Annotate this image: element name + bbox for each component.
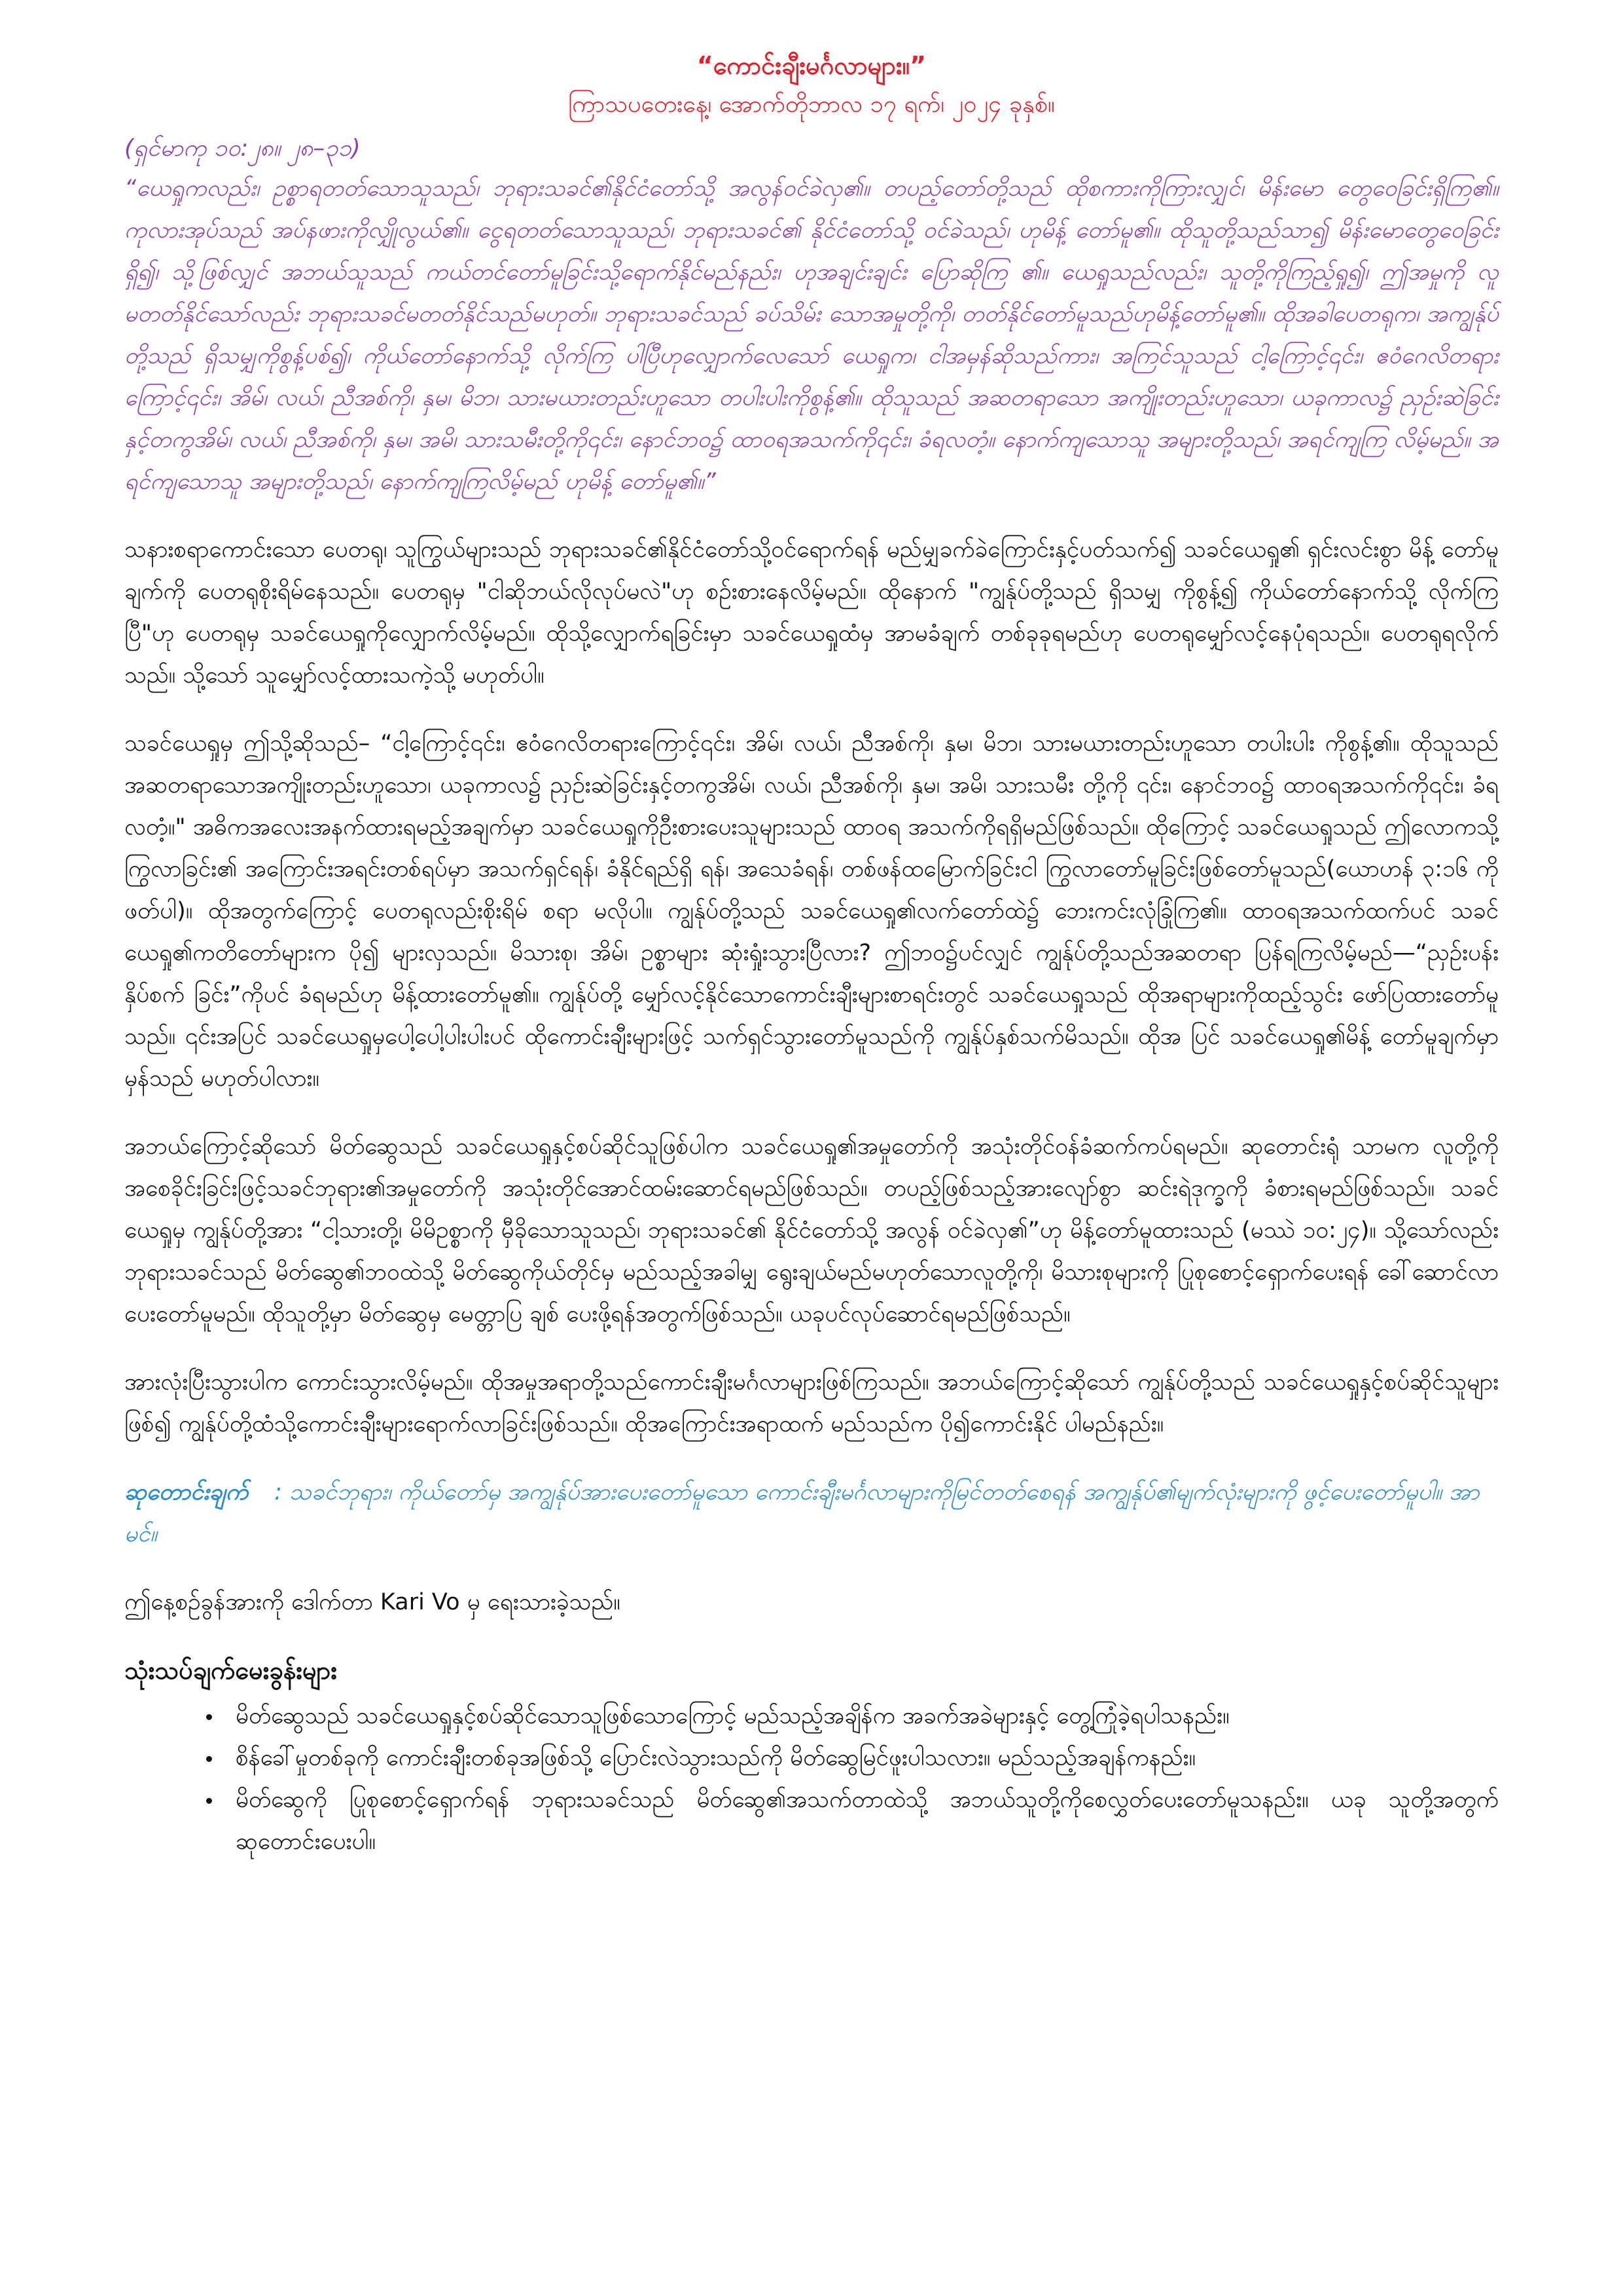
devotional-page — [124, 46, 1499, 1863]
question-item: • မိတ်ဆွေကို ပြုစုစောင့်ရှောက်ရန် ဘုရားသခင်သည် မိတ်ဆွေ၏အသက်တာထဲသို့ အဘယ်သူတို့ကိုစေလွှတ်ပေးတော်မူသနည်း။ ယခု သူတို့အတွက် ဆုတောင်းပေးပါ။ — [223, 1779, 1499, 1863]
scripture-reference: (ရှင်မာကု ၁၀:၂၈။ ၂၈–၃၁) — [124, 135, 361, 162]
author-credit: ဤနေ့စဉ်ခွန်အားကို ဒေါက်တာ Kari Vo မှ ရေးသားခဲ့သည်။ — [124, 1589, 620, 1615]
question-item: • စိန်ခေါ်မှုတစ်ခုကို ကောင်းချီးတစ်ခုအဖြစ်သို့ ပြောင်းလဲသွားသည်ကို မိတ်ဆွေမြင်ဖူးပါသလား။ မည်သည့်အချန်ကနည်း။ — [223, 1737, 1499, 1779]
questions-title: သုံးသပ်ချက်မေးခွန်းများ — [124, 1656, 338, 1685]
prayer-label: ဆုတောင်းချက် — [124, 1479, 249, 1505]
scripture-text: “ယေရှုကလည်း၊ ဥစ္စာရတတ်သောသူသည်၊ ဘုရားသခင်၏နိုင်ငံတော်သို့ အလွန်ဝင်ခဲလှ၏။ တပည့်တော်တို့သည် ထိုစကားကိုကြားလျှင်၊ မိန်းမော တွေဝေခြင်းရှိကြ၏။ ကုလားအုပ်သည် အပ်နဖားကိုလျှိုလွယ်၏။ ငွေရတတ်သောသူသည်၊ ဘုရားသခင်၏ နိုင်ငံတော်သို့ ဝင်ခဲသည်၊ ဟုမိန့် တော်မူ၏။ ထိုသူတို့သည်သာ၍ မိန်းမောတွေဝေခြင်းရှိ၍၊ သို့ဖြစ်လျှင် အဘယ်သူသည် ကယ်တင်တော်မူခြင်းသို့ရောက်နိုင်မည်နည်း၊ ဟုအချင်းချင်း ပြောဆိုကြ ၏။ ယေရှုသည်လည်း၊ သူတို့ကိုကြည့်ရှု၍၊ ဤအမှုကို လူမတတ်နိုင်သော်လည်း ဘုရားသခင်မတတ်နိုင်သည်မဟုတ်။ ဘုရားသခင်သည် ခပ်သိမ်း သောအမှုတို့ကို၊ တတ်နိုင်တော်မူသည်ဟုမိန့်တော်မူ၏။ ထိုအခါပေတရုက၊ အကျွန်ုပ်တို့သည် ရှိသမျှကိုစွန့်ပစ်၍၊ ကိုယ်တော်နောက်သို့ လိုက်ကြ ပါပြီဟုလျှောက်လေသော် ယေရှုက၊ ငါအမှန်ဆိုသည်ကား၊ အကြင်သူသည် ငါ့ကြောင့်၎င်း၊ ဧဝံဂေလိတရားကြောင့်၎င်း၊ အိမ်၊ လယ်၊ ညီအစ်ကို၊ နှမ၊ မိဘ၊ သားမယားတည်းဟူသော တပါးပါးကိုစွန့်၏။ ထိုသူသည် အဆတရာသော အကျိုးတည်းဟူသော၊ ယခုကာလ၌ ညှဉ်းဆဲခြင်းနှင့်တကွအိမ်၊ လယ်၊ ညီအစ်ကို၊ နှမ၊ အမိ၊ သားသမီးတို့ကို၎င်း၊ နောင်ဘဝ၌ ထာဝရအသက်ကို၎င်း၊ ခံရလတံ့။ နောက်ကျသောသူ အများတို့သည်၊ အရင်ကျကြ လိမ့်မည်။ အရင်ကျသောသူ အများတို့သည်၊ နောက်ကျကြလိမ့်မည် ဟုမိန့် တော်မူ၏။” — [124, 175, 1499, 495]
body-paragraph-1: သနားစရာကောင်းသော ပေတရု၊ သူကြွယ်များသည် ဘုရားသခင်၏နိုင်ငံတော်သို့ဝင်ရောက်ရန် မည်မျှခက်ခဲကြောင်းနှင့်ပတ်သက်၍ သခင်ယေရှု၏ ရှင်းလင်းစွာ မိန့် တော်မူချက်ကို ပေတရုစိုးရိမ်နေသည်။ ပေတရုမှ "ငါဆိုဘယ်လိုလုပ်မလဲ"ဟု စဉ်းစားနေလိမ့်မည်။ ထိုနောက် "ကျွန်ုပ်တို့သည် ရှိသမျှ ကိုစွန့်၍ ကိုယ်တော်နောက်သို့ လိုက်ကြပြီ"ဟု ပေတရုမှ သခင်ယေရှုကိုလျှောက်လိမ့်မည်။ ထိုသို့လျှောက်ရခြင်းမှာ သခင်ယေရှုထံမှ အာမခံချက် တစ်ခုခုရမည်ဟု ပေတရုမျှော်လင့်နေပုံရသည်။ ပေတရုရလိုက်သည်။ သို့သော် သူမျှော်လင့်ထားသကဲ့သို့ မဟုတ်ပါ။ — [124, 537, 1499, 689]
body-paragraph-4: အားလုံးပြီးသွားပါက ကောင်းသွားလိမ့်မည်။ ထိုအမှုအရာတို့သည်ကောင်းချီးမင်္ဂလာများဖြစ်ကြသည်။ အဘယ်ကြောင့်ဆိုသော် ကျွန်ုပ်တို့သည် သခင်ယေရှုနှင့်စပ်ဆိုင်သူများဖြစ်၍ ကျွန်ုပ်တို့ထံသို့ကောင်းချီးများရောက်လာခြင်းဖြစ်သည်။ ထိုအကြောင်းအရာထက် မည်သည်က ပို၍ကောင်းနိုင် ပါမည်နည်း။ — [124, 1369, 1499, 1437]
question-item: • မိတ်ဆွေသည် သခင်ယေရှုနှင့်စပ်ဆိုင်သောသူဖြစ်သောကြောင့် မည်သည့်အချိန်က အခက်အခဲများနှင့် တွေ့ကြုံခဲ့ရပါသနည်း။ — [223, 1695, 1499, 1737]
prayer-text: : သခင်ဘုရား၊ ကိုယ်တော်မှ အကျွန်ုပ်အားပေးတော်မူသော ကောင်းချီးမင်္ဂလာများကိုမြင်တတ်စေရန် အကျွန်ုပ်၏မျက်လုံးများကို ဖွင့်ပေးတော်မူပါ။ အာမင်။ — [124, 1479, 1480, 1547]
body-paragraph-2: သခင်ယေရှုမှ ဤသို့ဆိုသည်– “ငါ့ကြောင့်၎င်း၊ ဧဝံဂေလိတရားကြောင့်၎င်း၊ အိမ်၊ လယ်၊ ညီအစ်ကို၊ နှမ၊ မိဘ၊ သားမယားတည်းဟူသော တပါးပါး ကိုစွန့်၏။ ထိုသူသည် အဆတရာသောအကျိုးတည်းဟူသော၊ ယခုကာလ၌ ညှဉ်းဆဲခြင်းနှင့်တကွအိမ်၊ လယ်၊ ညီအစ်ကို၊ နှမ၊ အမိ၊ သားသမီး တို့ကို ၎င်း၊ နောင်ဘဝ၌ ထာဝရအသက်ကို၎င်း၊ ခံရလတံ့။" အဓိကအလေးအနက်ထားရမည့်အချက်မှာ သခင်ယေရှုကိုဦးစားပေးသူများသည် ထာဝရ အသက်ကိုရရှိမည်ဖြစ်သည်။ ထိုကြောင့် သခင်ယေရှုသည် ဤလောကသို့ကြွလာခြင်း၏ အကြောင်းအရင်းတစ်ရပ်မှာ အသက်ရှင်ရန်၊ ခံနိုင်ရည်ရှိ ရန်၊ အသေခံရန်၊ တစ်ဖန်ထမြောက်ခြင်းငါ ကြွလာတော်မူခြင်းဖြစ်တော်မူသည်(ယောဟန် ၃:၁၆ ကိုဖတ်ပါ)။ ထိုအတွက်ကြောင့် ပေတရုလည်းစိုးရိမ် စရာ မလိုပါ။ ကျွန်ုပ်တို့သည် သခင်ယေရှု၏လက်တော်ထဲ၌ ဘေးကင်းလုံခြုံကြ၏။ ထာဝရအသက်ထက်ပင် သခင်ယေရှု၏ကတိတော်များက ပို၍ များလှသည်။ မိသားစု၊ အိမ်၊ ဥစ္စာများ ဆုံးရှုံးသွားပြီလား? ဤဘဝ၌ပင်လျှင် ကျွန်ုပ်တို့သည်အဆတရာ ပြန်ရကြလိမ့်မည်—“ညှဉ်းပန်းနှိပ်စက် ခြင်း”ကိုပင် ခံရမည်ဟု မိန့်ထားတော်မူ၏။ ကျွန်ုပ်တို့ မျှော်လင့်နိုင်သောကောင်းချီးများစာရင်းတွင် သခင်ယေရှုသည် ထိုအရာများကိုထည့်သွင်း ဖော်ပြထားတော်မူသည်။ ၎င်းအပြင် သခင်ယေရှုမှပေါ့ပေါ့ပါးပါးပင် ထိုကောင်းချီးများဖြင့် သက်ရှင်သွားတော်မူသည်ကို ကျွန်ုပ်နှစ်သက်မိသည်။ ထိုအ ပြင် သခင်ယေရှု၏မိန့် တော်မူချက်မှာ မှန်သည် မဟုတ်ပါလား။ — [124, 730, 1499, 1092]
prayer-block — [124, 1471, 1499, 1555]
body-paragraph-3: အဘယ်ကြောင့်ဆိုသော် မိတ်ဆွေသည် သခင်ယေရှုနှင့်စပ်ဆိုင်သူဖြစ်ပါက သခင်ယေရှု၏အမှုတော်ကို အသုံးတိုင်ဝန်ခံဆက်ကပ်ရမည်။ ဆုတောင်းရုံ သာမက လူတို့ကို အစေခိုင်းခြင်းဖြင့်သခင်ဘုရား၏အမှုတော်ကို အသုံးတိုင်အောင်ထမ်းဆောင်ရမည်ဖြစ်သည်။ တပည့်ဖြစ်သည့်အားလျော်စွာ ဆင်းရဲဒုက္ခကို ခံစားရမည်ဖြစ်သည်။ သခင်ယေရှုမှ ကျွန်ုပ်တို့အား “ငါ့သားတို့၊ မိမိဥစ္စာကို မှီခိုသောသူသည်၊ ဘုရားသခင်၏ နိုင်ငံတော်သို့ အလွန် ဝင်ခဲလှ၏”ဟု မိန့်တော်မူထားသည် (မဿဲ ၁၀:၂၄)။ သို့သော်လည်း ဘုရားသခင်သည် မိတ်ဆွေ၏ဘဝထဲသို့ မိတ်ဆွေကိုယ်တိုင်မှ မည်သည့်အခါမျှ ရွေးချယ်မည်မဟုတ်သောလူတို့ကို၊ မိသားစုများကို ပြုစုစောင့်ရှောက်ပေးရန် ခေါ်ဆောင်လာပေးတော်မူမည်။ ထိုသူတို့မှာ မိတ်ဆွေမှ မေတ္တာပြ ချစ် ပေးဖို့ရန်အတွက်ဖြစ်သည်။ ယခုပင်လုပ်ဆောင်ရမည်ဖြစ်သည်။ — [124, 1134, 1499, 1327]
questions-list — [124, 1695, 1499, 1863]
devotional-title: “ကောင်းချီးမင်္ဂလာများ။” — [696, 51, 927, 80]
devotional-date: ကြာသပတေးနေ့၊ အောက်တိုဘာလ ၁၇ ရက်၊ ၂၀၂၄ ခုနှစ်။ — [568, 91, 1055, 118]
